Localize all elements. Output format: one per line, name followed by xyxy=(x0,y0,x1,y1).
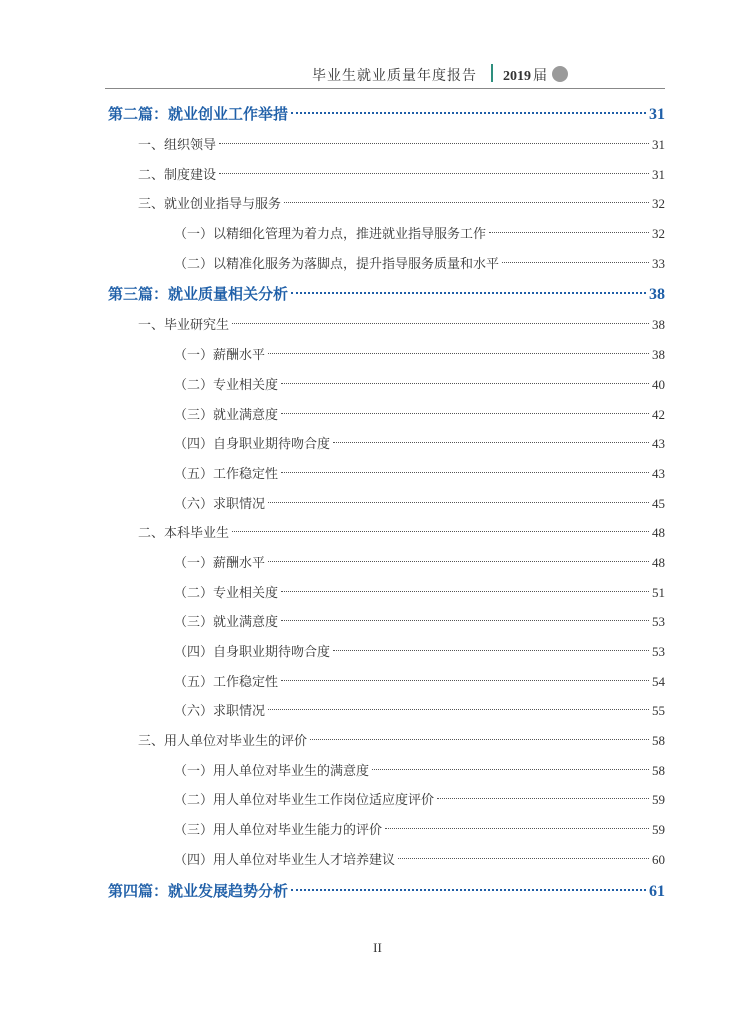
toc-entry-page: 40 xyxy=(652,376,665,392)
toc-part-entry[interactable] xyxy=(108,875,665,907)
toc-entry-page: 43 xyxy=(652,465,665,481)
toc-entry-page: 61 xyxy=(649,882,665,900)
toc-entry-label: （二）专业相关度 xyxy=(174,585,279,601)
header-divider xyxy=(491,64,493,82)
dot-leader xyxy=(281,680,649,681)
toc-entry-page: 32 xyxy=(652,196,665,212)
toc-section-entry[interactable] xyxy=(108,130,665,160)
toc-entry-label: （一）用人单位对毕业生的满意度 xyxy=(174,763,370,779)
toc-entry-page: 60 xyxy=(652,851,665,867)
toc-entry-page: 38 xyxy=(652,317,665,333)
toc-section-entry[interactable] xyxy=(108,189,665,219)
dot-leader xyxy=(398,858,649,859)
toc-subsection-entry[interactable] xyxy=(108,429,665,459)
toc-entry-label: 一、毕业研究生 xyxy=(138,318,230,334)
toc-subsection-entry[interactable] xyxy=(108,667,665,697)
toc-entry-label: （二）专业相关度 xyxy=(174,377,279,393)
toc-entry-label: （三）用人单位对毕业生能力的评价 xyxy=(174,823,383,839)
toc-section-entry[interactable] xyxy=(108,160,665,190)
toc-subsection-entry[interactable] xyxy=(108,340,665,370)
toc-entry-page: 51 xyxy=(652,584,665,600)
dot-leader xyxy=(291,112,646,114)
dot-leader xyxy=(281,620,649,621)
toc-subsection-entry[interactable] xyxy=(108,637,665,667)
toc-entry-page: 31 xyxy=(652,137,665,152)
dot-leader xyxy=(281,472,649,473)
toc-entry-label: （二）用人单位对毕业生工作岗位适应度评价 xyxy=(174,793,435,809)
toc-entry-page: 32 xyxy=(652,226,665,242)
toc-entry-page: 55 xyxy=(652,703,665,719)
dot-leader xyxy=(502,262,649,263)
toc-subsection-entry[interactable] xyxy=(108,785,665,815)
report-year xyxy=(503,65,547,85)
toc-entry-label: （三）就业满意度 xyxy=(174,615,279,631)
toc-entry-label: （一）以精细化管理为着力点，推进就业指导服务工作 xyxy=(174,227,487,243)
page-number: II xyxy=(373,940,382,955)
toc-entry-label: （五）工作稳定性 xyxy=(174,674,279,690)
dot-leader xyxy=(284,202,649,203)
toc-entry-label: 二、制度建设 xyxy=(138,167,217,183)
toc-entry-page: 53 xyxy=(652,644,665,659)
toc-entry-label: （四）用人单位对毕业生人才培养建议 xyxy=(174,852,396,868)
toc-subsection-entry[interactable] xyxy=(108,548,665,578)
toc-entry-label: （五）工作稳定性 xyxy=(174,466,279,482)
dot-leader xyxy=(219,173,649,174)
toc-entry-page: 58 xyxy=(652,733,665,749)
running-header xyxy=(105,62,665,88)
toc-entry-label: （一）薪酬水平 xyxy=(174,555,266,571)
header-rule xyxy=(105,88,665,89)
toc-subsection-entry[interactable] xyxy=(108,756,665,786)
dot-leader xyxy=(281,413,649,414)
dot-leader xyxy=(291,292,646,294)
toc-subsection-entry[interactable] xyxy=(108,489,665,519)
dot-leader xyxy=(268,709,649,710)
toc-entry-label: 三、就业创业指导与服务 xyxy=(138,197,282,213)
toc-subsection-entry[interactable] xyxy=(108,578,665,608)
dot-leader xyxy=(310,739,649,740)
toc-subsection-entry[interactable] xyxy=(108,249,665,279)
toc-entry-page: 48 xyxy=(652,554,665,570)
dot-leader xyxy=(281,383,649,384)
year-suffix: 届 xyxy=(533,68,547,84)
toc-entry-page: 31 xyxy=(652,166,665,182)
toc-entry-page: 42 xyxy=(652,406,665,422)
toc-entry-page: 59 xyxy=(652,822,665,838)
toc-subsection-entry[interactable] xyxy=(108,815,665,845)
toc-subsection-entry[interactable] xyxy=(108,845,665,875)
toc-entry-label: 第二篇：就业创业工作举措 xyxy=(108,105,289,123)
dot-leader xyxy=(268,502,649,503)
toc-section-entry[interactable] xyxy=(108,518,665,548)
dot-leader xyxy=(372,769,649,770)
toc-entry-label: （四）自身职业期待吻合度 xyxy=(174,437,331,453)
toc-entry-label: （四）自身职业期待吻合度 xyxy=(174,645,331,660)
dot-leader xyxy=(291,889,646,891)
toc-entry-label: （一）薪酬水平 xyxy=(174,348,266,364)
toc-entry-page: 38 xyxy=(649,286,665,304)
toc-entry-label: 第四篇：就业发展趋势分析 xyxy=(108,881,289,900)
toc-section-entry[interactable] xyxy=(108,726,665,756)
toc-entry-label: 二、本科毕业生 xyxy=(138,526,230,542)
dot-leader xyxy=(232,531,649,532)
dot-leader xyxy=(268,561,649,562)
toc-section-entry[interactable] xyxy=(108,310,665,340)
toc-entry-label: （六）求职情况 xyxy=(174,496,266,512)
toc-part-entry[interactable] xyxy=(108,278,665,310)
toc-entry-label: 三、用人单位对毕业生的评价 xyxy=(138,734,308,750)
toc-subsection-entry[interactable] xyxy=(108,607,665,637)
toc-entry-label: （六）求职情况 xyxy=(174,704,266,720)
dot-leader xyxy=(437,798,649,799)
dot-leader xyxy=(232,323,649,324)
toc-entry-page: 31 xyxy=(649,106,665,123)
toc-part-entry[interactable] xyxy=(108,98,665,130)
report-title: 毕业生就业质量年度报告 xyxy=(312,68,477,84)
toc-entry-label: 第三篇：就业质量相关分析 xyxy=(108,285,289,304)
dot-leader xyxy=(333,442,649,443)
dot-leader xyxy=(219,143,649,144)
table-of-contents xyxy=(108,98,665,907)
dot-leader xyxy=(333,650,649,651)
toc-entry-page: 38 xyxy=(652,347,665,363)
dot-leader xyxy=(489,232,649,233)
toc-entry-page: 54 xyxy=(652,673,665,689)
toc-entry-page: 58 xyxy=(652,762,665,778)
year-number: 2019 xyxy=(503,69,531,84)
header-dot-icon xyxy=(552,66,568,82)
toc-entry-page: 43 xyxy=(652,436,665,452)
toc-subsection-entry[interactable] xyxy=(108,370,665,400)
toc-entry-page: 59 xyxy=(652,792,665,808)
dot-leader xyxy=(385,828,649,829)
toc-entry-page: 33 xyxy=(652,255,665,271)
toc-entry-page: 53 xyxy=(652,614,665,630)
dot-leader xyxy=(268,353,649,354)
dot-leader xyxy=(281,591,649,592)
toc-subsection-entry[interactable] xyxy=(108,219,665,249)
toc-subsection-entry[interactable] xyxy=(108,459,665,489)
toc-entry-page: 45 xyxy=(652,495,665,511)
toc-entry-label: 一、组织领导 xyxy=(138,138,217,153)
toc-subsection-entry[interactable] xyxy=(108,696,665,726)
toc-entry-page: 48 xyxy=(652,525,665,541)
toc-subsection-entry[interactable] xyxy=(108,400,665,430)
toc-entry-label: （二）以精准化服务为落脚点，提升指导服务质量和水平 xyxy=(174,256,500,272)
toc-entry-label: （三）就业满意度 xyxy=(174,407,279,423)
